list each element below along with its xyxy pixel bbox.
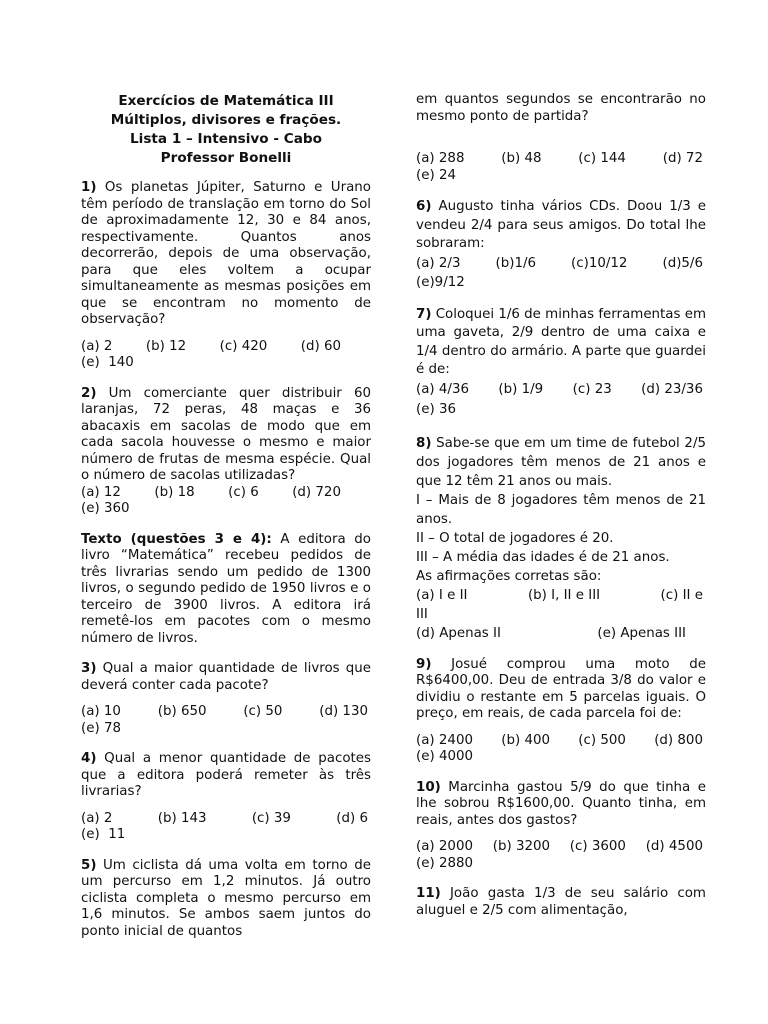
shared-text-content: A editora do livro “Matemática” recebeu pedidos de três livrarias sendo um pedido de 1300 livros, o segundo pedido de 1950 livros e o terceiro de 3900 livros. A editora irá remetê-los em pacotes com o mesmo número de livros. — [81, 531, 371, 646]
option-a: (a) 2 — [81, 338, 113, 354]
option-a: (a) 2/3 — [416, 255, 461, 271]
option-a: (a) 12 — [81, 484, 121, 500]
question-4 — [81, 751, 371, 844]
statement-ii: II – O total de jogadores é 20. — [416, 530, 614, 546]
question-5-text — [81, 858, 371, 941]
question-8-body: Sabe-se que em um time de futebol 2/5 dos jogadores têm menos de 21 anos e que 12 têm 21 anos ou mais. — [416, 435, 706, 489]
shared-text-q3-q4 — [81, 532, 371, 648]
question-3-body: Qual a maior quantidade de livros que deverá conter cada pacote? — [81, 661, 371, 693]
option-b: (b) 650 — [157, 704, 207, 719]
question-10-number: 10) — [416, 779, 441, 795]
option-b: (b) 18 — [154, 484, 195, 500]
option-d: (d)5/6 — [662, 255, 703, 271]
question-4-text — [81, 751, 371, 801]
question-8-ask: As afirmações corretas são: — [416, 568, 602, 584]
option-b: (b)1/6 — [495, 255, 536, 271]
question-7-text — [416, 306, 706, 380]
question-8-options — [416, 586, 703, 605]
title-line-1: Exercícios de Matemática III — [118, 93, 334, 109]
shared-text-label: Texto (questões 3 e 4): — [81, 531, 272, 547]
question-9 — [416, 657, 706, 766]
question-4-number: 4) — [81, 751, 97, 766]
question-10 — [416, 780, 706, 873]
option-d: (d) 4500 — [645, 839, 703, 854]
option-b: (b) I, II e III — [527, 587, 601, 603]
statement-i: I – Mais de 8 jogadores têm menos de 21 anos. — [416, 492, 706, 527]
option-d: (d) 720 — [292, 484, 341, 500]
option-b: (b) 3200 — [492, 839, 551, 854]
question-5-number: 5) — [81, 857, 97, 873]
option-a: (a) 4/36 — [416, 381, 469, 397]
option-a: (a) 2000 — [416, 839, 473, 854]
question-3-text — [81, 661, 371, 694]
title-line-4: Professor Bonelli — [160, 150, 292, 166]
question-11-body: João gasta 1/3 de seu salário com aluguel e 2/5 com alimentação, — [416, 886, 706, 918]
question-2-options — [81, 485, 341, 502]
shared-text-body — [81, 532, 371, 648]
option-c: (c) 39 — [251, 810, 291, 826]
question-2 — [81, 386, 371, 518]
question-11-text — [416, 886, 706, 919]
option-e: (e) 140 — [81, 355, 134, 370]
option-c: (c) 50 — [243, 704, 283, 719]
question-8 — [416, 434, 706, 643]
option-e: (e) 360 — [81, 501, 130, 516]
option-e: (e) Apenas III — [597, 625, 686, 641]
option-b: (b) 12 — [145, 338, 187, 354]
option-c: (c) 23 — [572, 381, 612, 397]
question-5-continued — [416, 92, 706, 184]
option-e: (e) 2880 — [416, 855, 474, 871]
question-10-options — [416, 839, 703, 856]
question-8-text — [416, 434, 706, 491]
question-4-body: Qual a menor quantidade de pacotes que a editora poderá remeter às três livrarias? — [81, 751, 371, 799]
question-1-number: 1) — [81, 180, 97, 195]
option-b: (b) 48 — [501, 151, 542, 166]
question-9-body: Josué comprou uma moto de R$6400,00. Deu de entrada 3/8 do valor e dividiu o restante em 5 parcelas iguais. O preço, em reais, de cada parcela foi de: — [416, 656, 706, 721]
right-column — [416, 92, 706, 919]
title-line-3: Lista 1 – Intensivo - Cabo — [130, 131, 322, 147]
option-a: (a) I e II — [416, 587, 468, 603]
question-7-number: 7) — [416, 306, 432, 322]
question-9-number: 9) — [416, 656, 432, 672]
option-a: (a) 288 — [416, 151, 465, 166]
option-c: (c) 420 — [219, 338, 268, 354]
question-3-options — [81, 704, 368, 721]
question-6-options — [416, 254, 703, 273]
option-d: (d) 800 — [654, 732, 703, 748]
question-6 — [416, 198, 706, 292]
option-d: (d) Apenas II — [416, 625, 501, 641]
option-d: (d) 130 — [319, 704, 368, 719]
option-e: (e) 11 — [81, 827, 126, 842]
statement-iii: III – A média das idades é de 21 anos. — [416, 549, 670, 565]
question-1-body: Os planetas Júpiter, Saturno e Urano têm período de translação em torno do Sol de aproximadamente 12, 30 e 84 anos, respectivamente. Quantos anos decorrerão, depois de uma observação, para que eles voltem a ocupar simultaneamente as mesmas posições em que se encontram no momento de observação? — [81, 180, 371, 327]
option-a: (a) 10 — [81, 704, 121, 719]
option-e: (e) 36 — [416, 401, 456, 417]
question-11 — [416, 886, 706, 919]
option-e: (e)9/12 — [416, 274, 465, 290]
option-e: (e) 24 — [416, 167, 456, 183]
question-2-number: 2) — [81, 385, 97, 401]
question-7-body: Coloquei 1/6 de minhas ferramentas em uma gaveta, 2/9 dentro de uma caixa e 1/4 dentro do armário. A parte que guardei é de: — [416, 306, 707, 377]
option-d: (d) 60 — [300, 338, 341, 354]
question-1-text — [81, 180, 371, 329]
question-7 — [416, 306, 706, 420]
question-1 — [81, 180, 371, 372]
option-c: (c) 144 — [578, 151, 626, 166]
option-d: (d) 72 — [662, 151, 703, 166]
question-11-number: 11) — [416, 886, 441, 901]
question-2-text — [81, 386, 371, 485]
question-1-options — [81, 339, 341, 356]
question-5-options — [416, 151, 703, 168]
option-b: (b) 400 — [501, 732, 551, 748]
option-c: (c) 6 — [228, 484, 259, 500]
option-c: (c) 3600 — [569, 839, 626, 854]
option-c-continued: III — [416, 606, 428, 622]
option-c: (c) 500 — [578, 732, 626, 748]
option-e: (e) 78 — [81, 720, 121, 736]
option-c: (c) II e — [660, 587, 703, 603]
title-line-2: Múltiplos, divisores e frações. — [110, 112, 342, 128]
question-6-number: 6) — [416, 199, 432, 214]
option-b: (b) 1/9 — [498, 381, 544, 397]
left-column — [81, 92, 371, 940]
question-4-options — [81, 811, 368, 828]
question-6-body: Augusto tinha vários CDs. Doou 1/3 e vendeu 2/4 para seus amigos. Do total lhe sobraram: — [416, 199, 706, 251]
question-5-body: Um ciclista dá uma volta em torno de um percurso em 1,2 minutos. Já outro ciclista completa o mesmo percurso em 1,6 minutos. Se ambos saem juntos do ponto inicial de quantos — [81, 857, 371, 939]
question-10-text — [416, 780, 706, 830]
question-6-text — [416, 198, 706, 254]
question-5-text-continued: em quantos segundos se encontrarão no mesmo ponto de partida? — [416, 92, 706, 124]
question-8-number: 8) — [416, 435, 432, 451]
question-7-options — [416, 380, 703, 400]
option-a: (a) 2400 — [416, 732, 473, 748]
question-5 — [81, 858, 371, 941]
document-title — [81, 92, 371, 168]
question-9-text — [416, 657, 706, 723]
question-8-options-2 — [416, 624, 686, 643]
option-c: (c)10/12 — [571, 255, 628, 271]
question-2-body: Um comerciante quer distribuir 60 laranjas, 72 peras, 48 maças e 36 abacaxis em sacolas de modo que em cada sacola houvesse o mesmo e maior número de frutas de mesma espécie. Qual o número de sacolas utilizadas? — [81, 385, 371, 483]
option-a: (a) 2 — [81, 810, 113, 826]
option-d: (d) 6 — [336, 810, 368, 826]
option-d: (d) 23/36 — [641, 381, 703, 397]
option-b: (b) 143 — [157, 810, 207, 826]
option-e: (e) 4000 — [416, 749, 474, 764]
question-3-number: 3) — [81, 661, 97, 676]
question-10-body: Marcinha gastou 5/9 do que tinha e lhe sobrou R$1600,00. Quanto tinha, em reais, antes dos gastos? — [416, 779, 706, 828]
question-3 — [81, 661, 371, 737]
question-9-options — [416, 733, 703, 750]
